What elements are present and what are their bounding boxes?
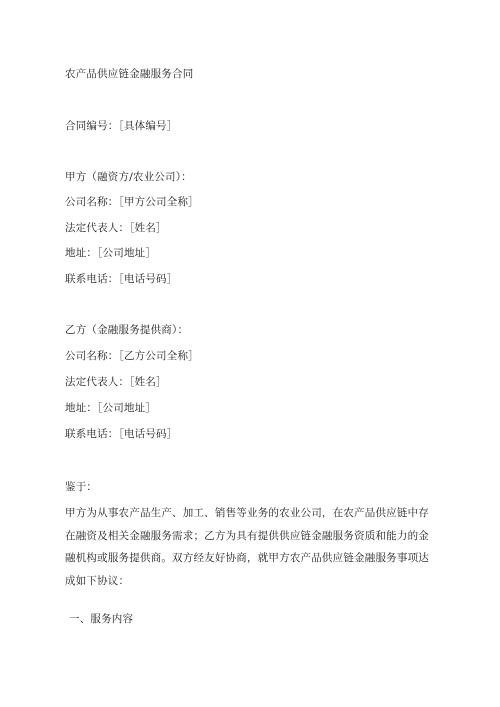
document-title: 农产品供应链金融服务合同 [65,68,194,80]
whereas-paragraph: 甲方为从事农产品生产、加工、销售等业务的农业公司，在农产品供应链中存在融资及相关金融服务需求；乙方为具有提供供应链金融服务资质和能力的金融机构或服务提供商。双方经友好协商，就甲方农产品供应链金融服务事项达成如下协议： [65,507,429,587]
party-b-heading: 乙方（金融服务提供商）： [65,324,189,336]
whereas-heading: 鉴于： [65,481,98,493]
party-b-phone: 联系电话：［电话号码］ [65,428,178,440]
party-b-address: 地址：［公司地址］ [65,402,157,414]
party-a-phone: 联系电话：［电话号码］ [65,273,178,285]
party-a-legal-rep: 法定代表人：［姓名］ [65,222,167,234]
section-1-heading: 一、服务内容 [69,613,134,625]
party-a-address: 地址：［公司地址］ [65,247,157,259]
party-b-legal-rep: 法定代表人：［姓名］ [65,376,167,388]
contract-number: 合同编号：［具体编号］ [65,120,178,132]
party-b-company: 公司名称：［乙方公司全称］ [65,350,199,362]
party-a-heading: 甲方（融资方/农业公司）： [65,171,192,183]
party-a-company: 公司名称：［甲方公司全称］ [65,196,199,208]
